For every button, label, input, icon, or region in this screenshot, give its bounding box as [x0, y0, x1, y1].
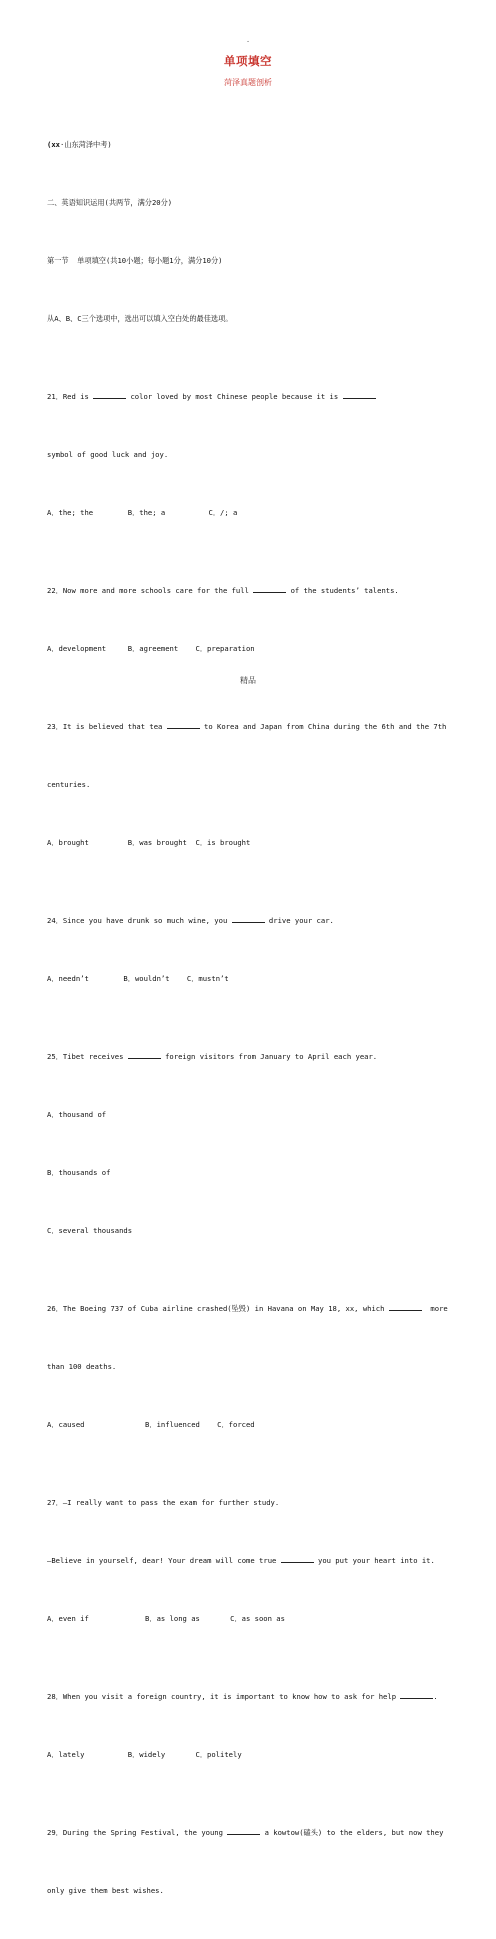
- q27-text-b: —Believe in yourself, dear! Your dream will come true: [47, 1556, 281, 1566]
- q22-text-a: 22．Now more and more schools care for the full: [47, 586, 254, 596]
- question-21-cont: symbol of good luck and joy.: [47, 450, 169, 460]
- question-26-options: A．caused B．influenced C．forced: [47, 1420, 255, 1430]
- page-footer: 精品: [240, 676, 256, 685]
- question-27-reply: [47, 1551, 459, 1570]
- question-23-options: A．brought B．was brought C．is brought: [47, 838, 251, 848]
- answer-blank: [400, 1691, 433, 1699]
- question-23-cont: centuries.: [47, 780, 91, 790]
- question-content: [47, 96, 459, 1939]
- answer-blank: [227, 1827, 260, 1835]
- q29-text-b: a kowtow(磕头) to the elders, but now they: [260, 1827, 444, 1837]
- q25-text-b: foreign visitors from January to April each year.: [160, 1051, 378, 1061]
- answer-blank: [232, 915, 265, 923]
- instruction-line: 从A、B、C三个选项中，选出可以填入空白处的最佳选项。: [47, 314, 233, 324]
- question-25-option-b: B．thousands of: [47, 1168, 111, 1178]
- question-24-options: A．needn’t B．wouldn’t C．mustn’t: [47, 974, 229, 984]
- q28-text-b: .: [433, 1691, 438, 1701]
- question-25: [47, 1047, 459, 1066]
- answer-blank: [167, 721, 200, 729]
- answer-blank: [343, 391, 376, 399]
- question-28-options: A．lately B．widely C．politely: [47, 1750, 242, 1760]
- part-heading: 第一节 单项填空(共10小题；每小题1分，满分10分): [47, 256, 223, 266]
- question-21-options: A．the; the B．the; a C．/; a: [47, 508, 238, 518]
- page-title: 单项填空: [224, 54, 272, 68]
- question-22: [47, 581, 459, 600]
- question-26-cont: than 100 deaths.: [47, 1362, 117, 1372]
- q21-text-b: color loved by most Chinese people because it is: [126, 392, 343, 402]
- header-dot: .: [246, 35, 250, 44]
- answer-blank: [128, 1051, 161, 1059]
- answer-blank: [281, 1555, 314, 1563]
- question-23: [47, 717, 459, 736]
- question-25-option-a: A．thousand of: [47, 1109, 107, 1119]
- q23-text-a: 23．It is believed that tea: [47, 721, 167, 731]
- answer-blank: [93, 391, 126, 399]
- question-24: [47, 911, 459, 930]
- question-28: [47, 1687, 459, 1706]
- page-subtitle: 菏泽真题剖析: [224, 78, 272, 87]
- answer-blank: [389, 1303, 422, 1311]
- q26-text-a: 26．The Boeing 737 of Cuba airline crashed(坠毁) in Havana on May 18, xx, which: [47, 1303, 389, 1313]
- q25-text-a: 25．Tibet receives: [47, 1051, 128, 1061]
- question-22-options: A．development B．agreement C．preparation: [47, 644, 255, 654]
- source-line: [47, 135, 459, 154]
- question-26: [47, 1299, 459, 1318]
- q24-text-b: drive your car.: [264, 915, 334, 925]
- q22-text-b: of the students’ talents.: [286, 586, 399, 596]
- q21-text-a: 21．Red is: [47, 392, 94, 402]
- q29-text-a: 29．During the Spring Festival, the young: [47, 1827, 228, 1837]
- question-25-option-c: C．several thousands: [47, 1226, 133, 1236]
- q26-text-b: more: [421, 1303, 448, 1313]
- q23-text-b: to Korea and Japan from China during the 6th and the 7th: [199, 721, 447, 731]
- question-29-cont: only give them best wishes.: [47, 1885, 164, 1895]
- answer-blank: [253, 585, 286, 593]
- q27-text-c: you put your heart into it.: [313, 1556, 435, 1566]
- q28-text-a: 28．When you visit a foreign country, it is important to know how to ask for help: [47, 1691, 401, 1701]
- question-27-options: A．even if B．as long as C．as soon as: [47, 1614, 285, 1624]
- source-prefix: (xx: [47, 139, 60, 149]
- q24-text-a: 24．Since you have drunk so much wine, you: [47, 915, 232, 925]
- question-29: [47, 1823, 459, 1842]
- section-heading: 二、英语知识运用(共两节，满分20分): [47, 198, 173, 208]
- source-suffix: ·山东菏泽中考): [59, 139, 112, 149]
- question-27: 27．—I really want to pass the exam for further study.: [47, 1497, 280, 1507]
- question-21: [47, 387, 459, 406]
